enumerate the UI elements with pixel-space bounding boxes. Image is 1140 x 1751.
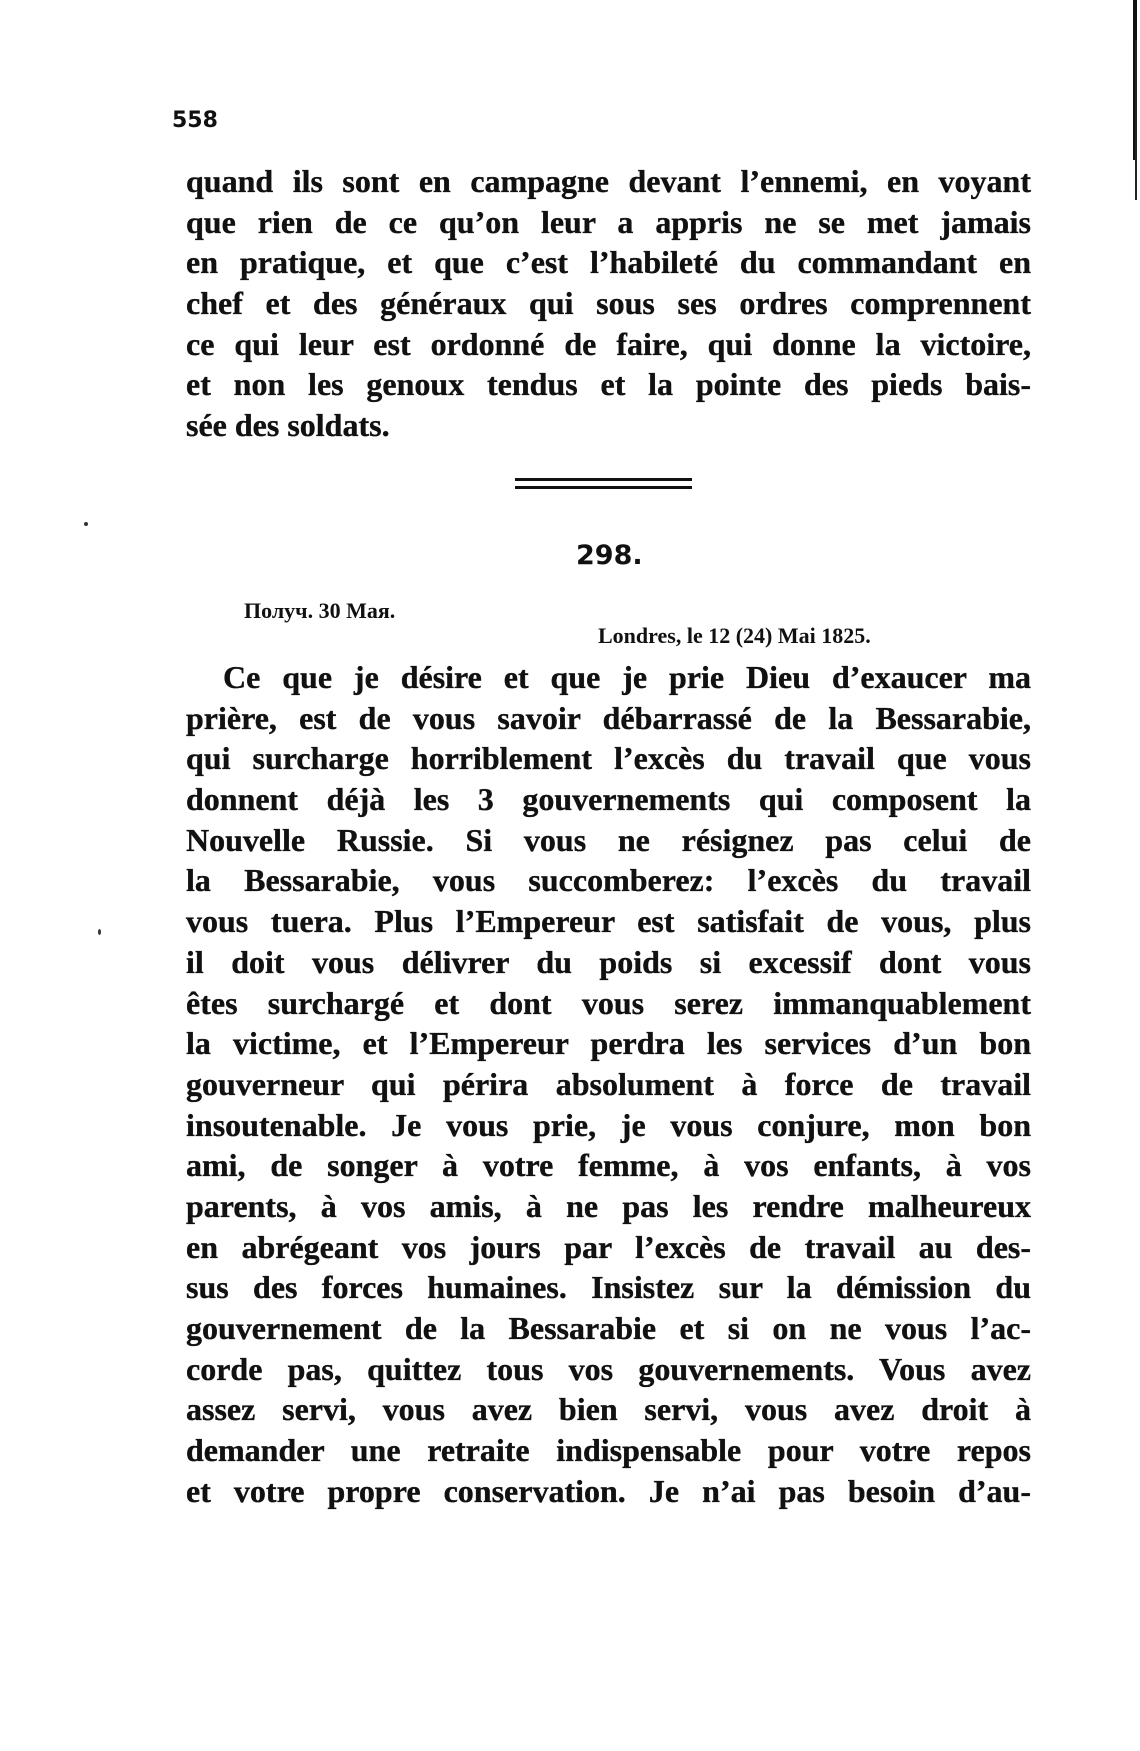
- text-line: il doit vous délivrer du poids si excessif dont vous: [186, 943, 1031, 980]
- text-line: insoutenable. Je vous prie, je vous conjure, mon bon: [186, 1106, 1031, 1143]
- text-line: que rien de ce qu’on leur a appris ne se met jamais: [186, 203, 1031, 240]
- text-line: et votre propre conservation. Je n’ai pas besoin d’au-: [186, 1472, 1031, 1509]
- text-line: parents, à vos amis, à ne pas les rendre malheureux: [186, 1187, 1031, 1224]
- text-line: demander une retraite indispensable pour votre repos: [186, 1432, 1031, 1469]
- text-line: donnent déjà les 3 gouvernements qui composent la: [186, 781, 1031, 818]
- text-line: êtes surchargé et dont vous serez immanquablement: [186, 984, 1031, 1021]
- scan-speck: [84, 522, 88, 526]
- scan-speck: [98, 929, 101, 935]
- text-line: en abrégeant vos jours par l’excès de travail au des-: [186, 1228, 1031, 1265]
- text-line: chef et des généraux qui sous ses ordres comprennent: [186, 285, 1031, 322]
- text-line: sée des soldats.: [186, 407, 390, 444]
- page-number: 558: [172, 108, 218, 133]
- text-line: vous tuera. Plus l’Empereur est satisfait de vous, plus: [186, 903, 1031, 940]
- text-line: sus des forces humaines. Insistez sur la démission du: [186, 1269, 1031, 1306]
- text-line: Nouvelle Russie. Si vous ne résignez pas celui de: [186, 821, 1031, 858]
- text-line: qui surcharge horriblement l’excès du travail que vous: [186, 740, 1031, 777]
- page-edge-mark-lower: [1135, 40, 1137, 200]
- text-line: corde pas, quittez tous vos gouvernements. Vous avez: [186, 1350, 1031, 1387]
- letter-dateline: Londres, le 12 (24) Mai 1825.: [598, 623, 871, 648]
- text-line: prière, est de vous savoir débarrassé de la Bessarabie,: [186, 699, 1031, 736]
- text-line: assez servi, vous avez bien servi, vous avez droit à: [186, 1391, 1031, 1428]
- text-line: et non les genoux tendus et la pointe des pieds bais-: [186, 366, 1031, 403]
- text-line: en pratique, et que c’est l’habileté du commandant en: [186, 244, 1031, 281]
- section-divider-bottom: [515, 486, 692, 489]
- text-line: Ce que je désire et que je prie Dieu d’exaucer ma: [223, 659, 1031, 695]
- text-line: gouvernement de la Bessarabie et si on ne vous l’ac-: [186, 1310, 1031, 1346]
- letter-number: 298.: [576, 540, 643, 571]
- text-line: la victime, et l’Empereur perdra les services d’un bon: [186, 1025, 1031, 1062]
- received-note: Получ. 30 Мая.: [244, 598, 396, 623]
- text-line: gouverneur qui périra absolument à force de travail: [186, 1065, 1031, 1102]
- text-line: ami, de songer à votre femme, à vos enfants, à vos: [186, 1147, 1031, 1184]
- text-line: la Bessarabie, vous succomberez: l’excès du travail: [186, 862, 1031, 899]
- text-line: quand ils sont en campagne devant l’ennemi, en voyant: [186, 163, 1031, 199]
- continuation-paragraph: [186, 161, 1031, 446]
- text-line: ce qui leur est ordonné de faire, qui donne la victoire,: [186, 325, 1031, 362]
- letter-body: [186, 657, 1031, 1511]
- section-divider-top: [515, 478, 692, 481]
